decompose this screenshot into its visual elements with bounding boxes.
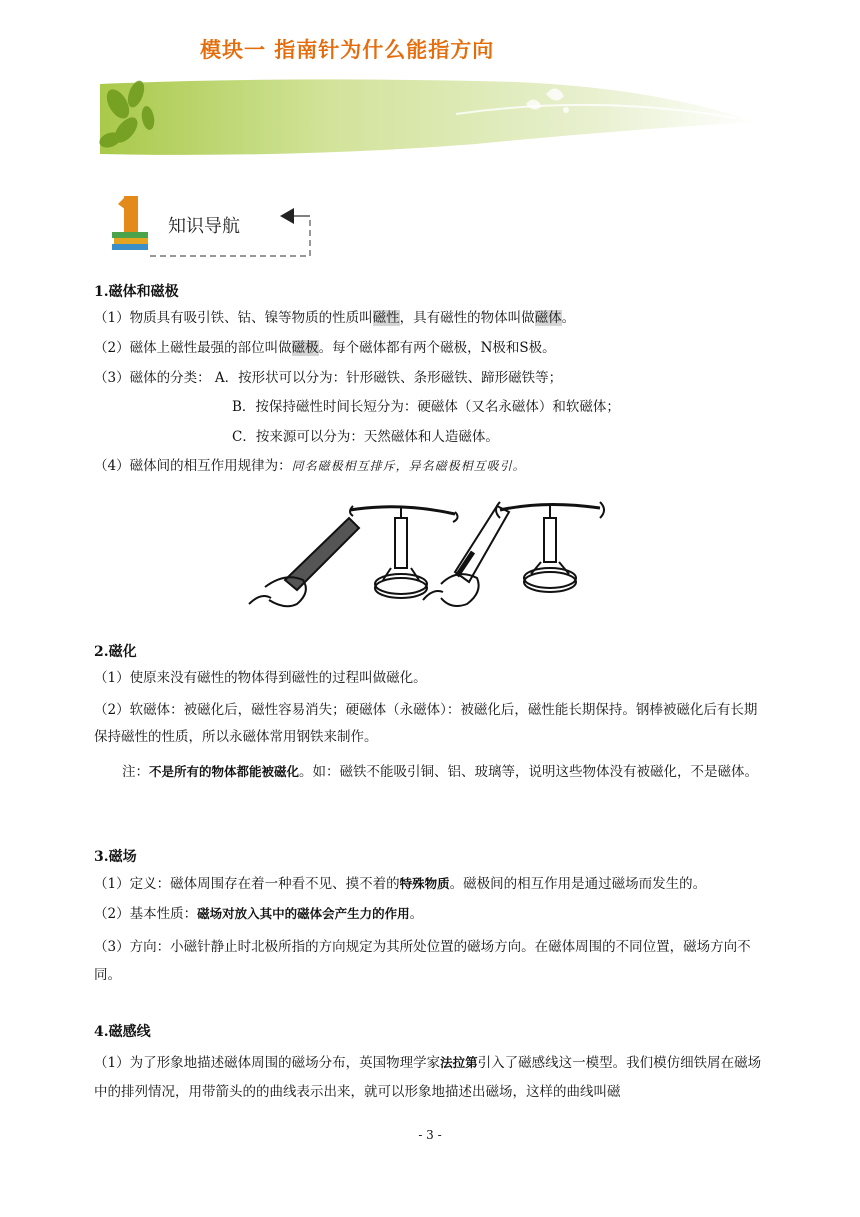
paragraph: （1）定义：磁体周围存在着一种看不见、摸不着的特殊物质。磁极间的相互作用是通过磁场而发生的。 (94, 876, 707, 892)
paragraph: C．按来源可以分为：天然磁体和人造磁体。 (232, 429, 499, 445)
term-highlight: 磁极 (291, 340, 319, 356)
paragraph: （3）磁体的分类： A．按形状可以分为：针形磁铁、条形磁铁、蹄形磁铁等； (94, 370, 563, 386)
section-heading-magnets: 1.磁体和磁极 (94, 284, 179, 300)
knowledge-nav-label: 知识导航 (168, 216, 240, 237)
magnet-interaction-illustration (245, 492, 620, 627)
page-number: - 3 - (418, 1128, 442, 1142)
paragraph: （4）磁体间的相互作用规律为：同名磁极相互排斥，异名磁极相互吸引。 (94, 458, 526, 474)
paragraph: （3）方向：小磁针静止时北极所指的方向规定为其所处位置的磁场方向。在磁体周围的不同位置，磁场方向不同。 (94, 939, 751, 983)
paragraph: （1）使原来没有磁性的物体得到磁性的过程叫做磁化。 (94, 670, 427, 686)
paragraph: （2）磁体上磁性最强的部位叫做磁极。每个磁体都有两个磁极，N极和S极。 (94, 340, 556, 356)
paragraph: B．按保持磁性时间长短分为：硬磁体（又名永磁体）和软磁体； (232, 399, 620, 415)
emphasis-text: 特殊物质 (399, 876, 450, 891)
note-paragraph: 注：不是所有的物体都能被磁化。如：磁铁不能吸引铜、铝、玻璃等，说明这些物体没有被磁化，不是磁体。 (122, 764, 759, 780)
emphasis-text: 不是所有的物体都能被磁化 (149, 764, 300, 779)
paragraph: （2）基本性质：磁场对放入其中的磁体会产生力的作用。 (94, 906, 424, 922)
term-highlight: 磁体 (534, 310, 562, 326)
emphasis-text: 法拉第 (440, 1055, 478, 1070)
paragraph: （1）物质具有吸引铁、钴、镍等物质的性质叫磁性，具有磁性的物体叫做磁体。 (94, 310, 576, 326)
term-highlight: 磁性 (372, 310, 400, 326)
section-heading-magnetic-field: 3.磁场 (94, 849, 137, 865)
leaf-banner (96, 74, 756, 162)
emphasis-text: 磁场对放入其中的磁体会产生力的作用 (197, 906, 410, 921)
module-title: 模块一 指南针为什么能指方向 (200, 38, 495, 62)
section-heading-magnetization: 2.磁化 (94, 644, 137, 660)
emphasis-text: 同名磁极相互排斥，异名磁极相互吸引。 (291, 459, 526, 473)
paragraph: （2）软磁体：被磁化后，磁性容易消失；硬磁体（永磁体）：被磁化后，磁性能长期保持。钢棒被磁化后有长期保持磁性的性质，所以永磁体常用钢铁来制作。 (94, 702, 758, 745)
section-heading-field-lines: 4.磁感线 (94, 1024, 151, 1040)
paragraph: （1）为了形象地描述磁体周围的磁场分布，英国物理学家法拉第引入了磁感线这一模型。我们模仿细铁屑在磁场中的排列情况，用带箭头的的曲线表示出来，就可以形象地描述出磁场，这样的曲线叫磁 (94, 1055, 762, 1100)
